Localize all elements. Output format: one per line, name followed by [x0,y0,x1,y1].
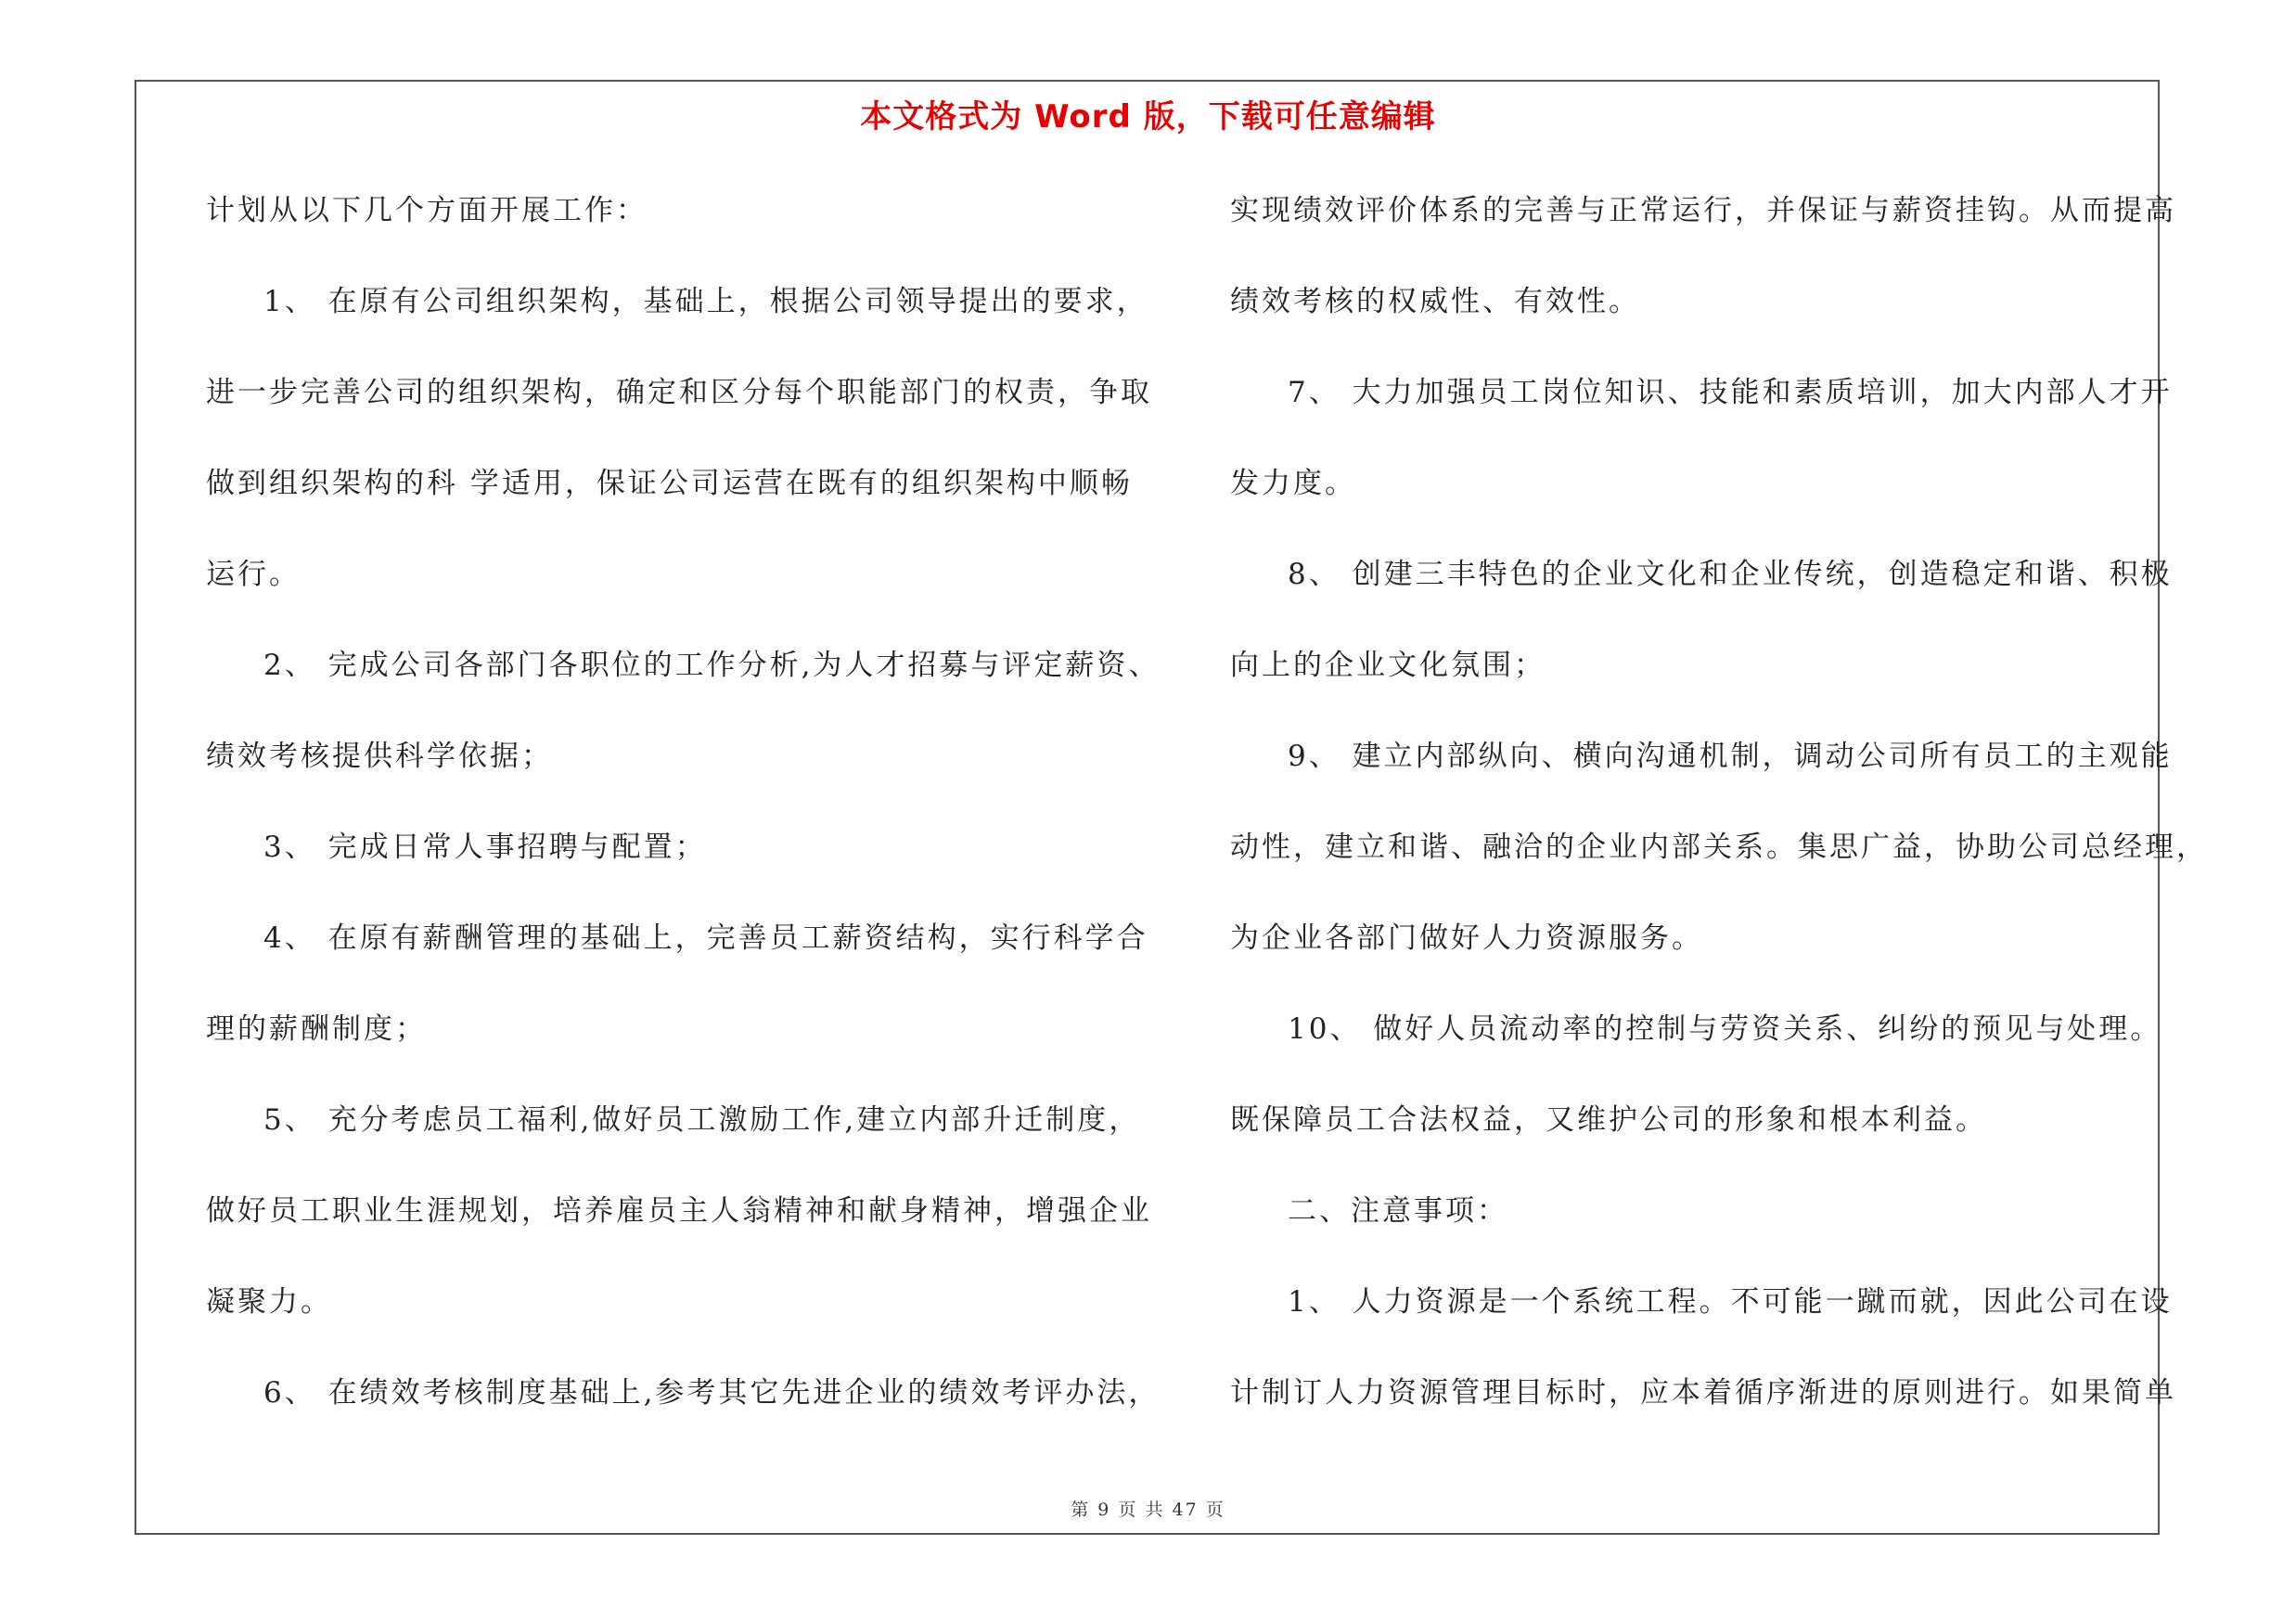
text-line: 8、 创建三丰特色的企业文化和企业传统，创造稳定和谐、积极 [1288,558,2173,591]
text-line: 4、 在原有薪酬管理的基础上，完善员工薪资结构，实行科学合 [263,921,1148,955]
text-line: 既保障员工合法权益，又维护公司的形象和根本利益。 [1230,1103,1987,1137]
text-line: 二、注意事项： [1288,1194,1508,1228]
text-line: 动性，建立和谐、融洽的企业内部关系。集思广益，协助公司总经理， [1230,831,2208,864]
text-line: 向上的企业文化氛围； [1230,649,1546,682]
right-column [1230,165,2208,1438]
left-column [206,165,1161,1438]
text-line: 9、 建立内部纵向、横向沟通机制，调动公司所有员工的主观能 [1288,740,2173,773]
text-line: 6、 在绩效考核制度基础上,参考其它先进企业的绩效考评办法， [263,1376,1161,1410]
text-line: 计划从以下几个方面开展工作： [206,194,648,227]
text-line: 运行。 [206,558,301,591]
text-line: 实现绩效评价体系的完善与正常运行，并保证与薪资挂钩。从而提高 [1230,194,2176,227]
text-line: 理的薪酬制度； [206,1012,427,1046]
text-line: 为企业各部门做好人力资源服务。 [1230,921,1703,955]
text-line: 3、 完成日常人事招聘与配置； [263,831,707,864]
text-line: 绩效考核的权威性、有效性。 [1230,285,1640,318]
header-banner: 本文格式为 Word 版，下载可任意编辑 [860,98,1436,135]
text-line: 5、 充分考虑员工福利,做好员工激励工作,建立内部升迁制度， [263,1103,1141,1137]
text-line: 绩效考核提供科学依据； [206,740,553,773]
text-line: 2、 完成公司各部门各职位的工作分析,为人才招募与评定薪资、 [263,649,1161,682]
text-line: 进一步完善公司的组织架构，确定和区分每个职能部门的权责，争取 [206,376,1152,409]
text-line: 凝聚力。 [206,1285,332,1319]
text-line: 7、 大力加强员工岗位知识、技能和素质培训，加大内部人才开 [1288,376,2173,409]
text-line: 1、 在原有公司组织架构，基础上，根据公司领导提出的要求， [263,285,1148,318]
text-line: 做到组织架构的科 学适用，保证公司运营在既有的组织架构中顺畅 [206,467,1133,500]
text-line: 发力度。 [1230,467,1356,500]
text-line: 计制订人力资源管理目标时，应本着循序渐进的原则进行。如果简单 [1230,1376,2176,1410]
text-line: 10、 做好人员流动率的控制与劳资关系、纠纷的预见与处理。 [1288,1012,2162,1046]
text-line: 1、 人力资源是一个系统工程。不可能一蹴而就，因此公司在设 [1288,1285,2173,1319]
page-footer: 第 9 页 共 47 页 [1071,1500,1225,1520]
text-line: 做好员工职业生涯规划，培养雇员主人翁精神和献身精神，增强企业 [206,1194,1152,1228]
